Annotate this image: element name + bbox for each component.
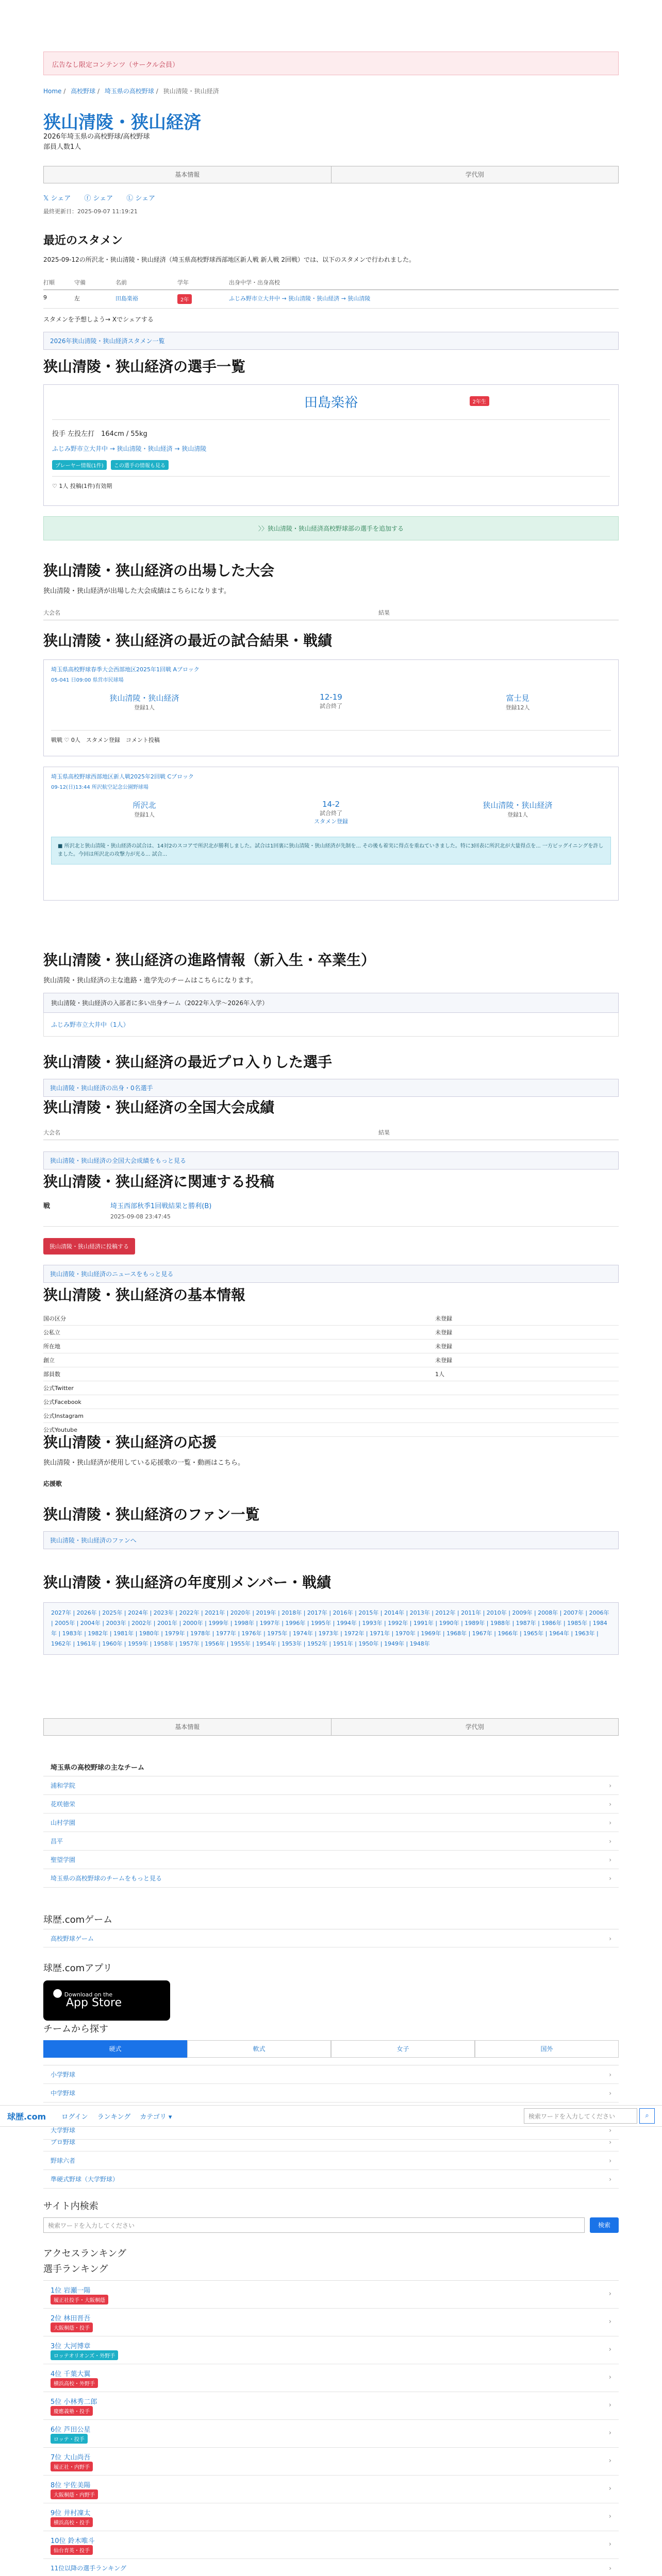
- category-link[interactable]: プロ野球 ›: [43, 2133, 619, 2151]
- player-name[interactable]: 田島楽裕: [304, 395, 358, 411]
- player-rank-row[interactable]: 10位 鈴木唯斗 仙台育英・投手 ›: [43, 2531, 619, 2559]
- player-rank-row[interactable]: 2位 林田晋吾 大阪桐蔭・投手 ›: [43, 2309, 619, 2336]
- team-search-list: [43, 2065, 619, 2140]
- tab-basic[interactable]: 基本情報: [44, 166, 331, 183]
- main-teams-list: [43, 1776, 619, 1888]
- game-heading: 球歴.comゲーム: [43, 1914, 113, 1925]
- player-tags: [52, 460, 610, 470]
- category-link[interactable]: 中学野球 ›: [43, 2084, 619, 2103]
- latest-text: 2025-09-12の所沢北・狭山清陵・狭山経済（埼玉県高校野球西部地区新人戦 新人戦 2回戦）では、以下のスタメンで行われました。: [43, 256, 416, 263]
- team-link[interactable]: 山村学園 ›: [43, 1814, 619, 1832]
- game-section: [43, 1912, 619, 1947]
- player-rank-row[interactable]: 1位 岩瀬一陽 履正社投手・大阪桐蔭 ›: [43, 2281, 619, 2309]
- basic-row: 公式Youtube: [43, 1423, 619, 1437]
- support-section: [43, 1431, 619, 1488]
- tab-soft[interactable]: 軟式: [187, 2040, 331, 2058]
- results-heading: 狭山清陵・狭山経済の最近の試合結果・戦績: [43, 632, 333, 649]
- team-search-tabs: [43, 2040, 619, 2058]
- team-link-more[interactable]: 埼玉県の高校野球のチームをもっと見る ›: [43, 1869, 619, 1888]
- line-icon: Ⓛ: [126, 195, 136, 202]
- site-search-button[interactable]: 検索: [590, 2217, 619, 2233]
- add-player-link[interactable]: 〉〉狭山清陵・狭山経済高校野球部の選手を追加する: [43, 516, 619, 540]
- heart-icon[interactable]: ♡: [52, 483, 59, 489]
- x-icon: 𝕏: [43, 195, 51, 202]
- header-search-input[interactable]: 検索ワードを入力してください: [524, 2108, 637, 2124]
- basic-row: 所在地 未登録: [43, 1340, 619, 1353]
- site-logo[interactable]: 球歴.com: [7, 2111, 46, 2122]
- player-rank-row[interactable]: 8位 宇佐美陽 大阪桐蔭・内野手 ›: [43, 2476, 619, 2503]
- site-search-heading: サイト内検索: [43, 2201, 98, 2212]
- lineup-row: 9 左 田島楽裕 2年 ふじみ野市立大井中 → 狭山清陵・狭山経済 → 狭山清陵: [43, 290, 619, 309]
- posts-more[interactable]: 狭山清陵・狭山経済のニュースをもっと見る: [43, 1265, 619, 1283]
- pro-heading: 狭山清陵・狭山経済の最近プロ入りした選手: [43, 1054, 333, 1071]
- share-facebook[interactable]: ⓕ シェア: [84, 195, 113, 202]
- years-heading: 狭山清陵・狭山経済の年度別メンバー・戦績: [43, 1574, 332, 1591]
- basic-row: 公式Facebook: [43, 1395, 619, 1409]
- player-rank-row[interactable]: 3位 大河博章 ロッテオリオンズ・外野手 ›: [43, 2336, 619, 2364]
- player-ranking-more[interactable]: 11位以降の選手ランキング ›: [43, 2559, 619, 2576]
- basic-row: 公式Twitter: [43, 1381, 619, 1395]
- team-link[interactable]: 昌平 ›: [43, 1832, 619, 1851]
- national-header: 大会名 結果: [43, 1125, 619, 1140]
- tab-generation-bottom[interactable]: 学代別: [331, 1719, 619, 1735]
- fans-heading: 狭山清陵・狭山経済のファン一覧: [43, 1506, 260, 1523]
- years-list[interactable]: 2027年 | 2026年 | 2025年 | 2024年 | 2023年 | 2022年 | 2021年 | 2020年 | 2019年 | 2018年 | 2017年 | 2016年 | 2015年 | 2014年 | 2013年 | 2012年 | 2011年 | 2010年 | 2009年 | 2008年 | 2007年 | 2006年 | 2005年 | 2004年 | 2003年 | 2002年 | 2001年 | 2000年 | 1999年 | 1998年 | 1997年 | 1996年 | 1995年 | 1994年 | 1993年 | 1992年 | 1991年 | 1990年 | 1989年 | 1988年 | 1987年 | 1986年 | 1985年 | 1984年 | 1983年 | 1982年 | 1981年 | 1980年 | 1979年 | 1978年 | 1977年 | 1976年 | 1975年 | 1974年 | 1973年 | 1972年 | 1971年 | 1970年 | 1969年 | 1968年 | 1967年 | 1966年 | 1965年 | 1964年 | 1963年 | 1962年 | 1961年 | 1960年 | 1959年 | 1958年 | 1957年 | 1956年 | 1955年 | 1954年 | 1953年 | 1952年 | 1951年 | 1950年 | 1949年 | 1948年: [43, 1602, 619, 1655]
- grade-badge: 2年生: [470, 396, 489, 406]
- site-search-section: [43, 2199, 619, 2233]
- player-rank-row[interactable]: 5位 小林秀二郎 慶應義塾・投手 ›: [43, 2392, 619, 2420]
- breadcrumb: Home / 高校野球 / 埼玉県の高校野球 / 狭山清陵・狭山経済: [43, 88, 219, 95]
- lineup-player-link[interactable]: 田島楽裕: [115, 295, 138, 302]
- game-2-summary: ■ 所沢北と狭山清陵・狭山経済の試合は、14対2のスコアで所沢北が勝利しました。試合は1回裏に狭山清陵・狭山経済が先制を... その後も着実に得点を重ねていきました。特に3回表に所沢北が大量得点を... 一方ビッグイニングを許しました。今回は所沢北の攻撃力が光る... 試合...: [51, 837, 611, 865]
- basic-heading: 狭山清陵・狭山経済の基本情報: [43, 1286, 246, 1303]
- basic-row: 創立 未登録: [43, 1353, 619, 1367]
- tab-intl[interactable]: 国外: [475, 2040, 619, 2058]
- more-categories: [43, 2133, 619, 2189]
- breadcrumb-home[interactable]: Home: [43, 88, 62, 95]
- site-search-form: [43, 2217, 619, 2233]
- game-link[interactable]: 高校野球ゲーム ›: [43, 1929, 619, 1947]
- page-title: 狭山清陵・狭山経済: [43, 112, 201, 133]
- app-section: [43, 1961, 619, 2021]
- section-tabs: [43, 166, 619, 183]
- game-card-1[interactable]: 埼玉県高校野球春季大会西部地区2025年1回戦 Aブロック 05-041 日09:00 県営市民球場 狭山清陵・狭山経済 登録1人 12-19 試合終了 富士見 登録12人 戦戦 ♡ 0人 スタメン登録 コメント投稿: [43, 659, 619, 756]
- players-heading: 狭山清陵・狭山経済の選手一覧: [43, 358, 246, 375]
- path-text: 狭山清陵・狭山経済の主な進路・進学先のチームはこちらになります。: [43, 977, 257, 985]
- tournaments-text: 狭山清陵・狭山経済が出場した大会成績はこちらになります。: [43, 587, 230, 595]
- national-heading: 狭山清陵・狭山経済の全国大会成績: [43, 1099, 275, 1116]
- breadcrumb-current: 狭山清陵・狭山経済: [163, 88, 219, 95]
- path-heading: 狭山清陵・狭山経済の進路情報（新入生・卒業生）: [43, 952, 376, 969]
- players-section: [43, 355, 619, 540]
- ranking-link[interactable]: ランキング: [97, 2113, 131, 2121]
- share-bar: [43, 193, 155, 202]
- main-teams-section: [43, 1762, 619, 1888]
- latest-heading: 最近のスタメン: [43, 234, 123, 247]
- access-ranking-section: [43, 2246, 619, 2576]
- path-team-title: 狭山清陵・狭山経済の入部者に多い出身チーム（2022年入学〜2026年入学）: [43, 993, 619, 1013]
- updated-at: 最終更新日：2025-09-07 11:19:21: [43, 208, 138, 215]
- basic-row: 公私立 未登録: [43, 1326, 619, 1340]
- support-heading: 狭山清陵・狭山経済の応援: [43, 1434, 217, 1451]
- player-rank-row[interactable]: 9位 井村凜太 横浜高校・投手 ›: [43, 2503, 619, 2531]
- tab-basic-bottom[interactable]: 基本情報: [44, 1719, 331, 1735]
- share-x[interactable]: 𝕏 シェア: [43, 195, 71, 202]
- player-rank-row[interactable]: 6位 芦田公星 ロッテ・投手 ›: [43, 2420, 619, 2448]
- tournaments-section: [43, 560, 619, 620]
- main-teams-heading: 埼玉県の高校野球の主なチーム: [51, 1764, 145, 1772]
- tournaments-heading: 狭山清陵・狭山経済の出場した大会: [43, 562, 275, 579]
- player-ranking-list: [43, 2280, 619, 2576]
- basic-section: [43, 1284, 619, 1437]
- tab-women[interactable]: 女子: [331, 2040, 475, 2058]
- support-text: 狭山清陵・狭山経済が使用している応援歌の一覧・動画はこちら。: [43, 1459, 245, 1467]
- game-1-footer[interactable]: 戦戦 ♡ 0人 スタメン登録 コメント投稿: [51, 730, 611, 744]
- premium-banner[interactable]: 広告なし限定コンテンツ（サークル会員）: [43, 52, 619, 75]
- breadcrumb-pref[interactable]: 埼玉県の高校野球: [104, 88, 154, 95]
- access-heading: アクセスランキング: [43, 2248, 126, 2259]
- player-rank-row[interactable]: 7位 大山尚吾 履正社・内野手 ›: [43, 2448, 619, 2476]
- basic-row: 部員数 1人: [43, 1367, 619, 1381]
- tournaments-header: 大会名 結果: [43, 605, 619, 620]
- apple-icon: ● Download on the: [53, 1987, 113, 1999]
- player-info: 投手 左投左打 164cm / 55kg: [52, 419, 610, 438]
- national-section: [43, 1096, 619, 1170]
- basic-row: 国の区分 未登録: [43, 1312, 619, 1326]
- page-subtitle: 2026年埼玉県の高校野球/高校野球: [43, 133, 150, 141]
- team-link[interactable]: 聖望学園 ›: [43, 1851, 619, 1869]
- support-sub: 応援歌: [43, 1480, 62, 1487]
- game-1-score: 狭山清陵・狭山経済 登録1人 12-19 試合終了 富士見 登録12人: [109, 692, 530, 711]
- latest-lineup-section: [43, 232, 619, 350]
- fans-link[interactable]: 狭山清陵・狭山経済のファンへ: [43, 1531, 619, 1549]
- basic-table: [43, 1312, 619, 1437]
- category-menu[interactable]: カテゴリ ▾: [140, 2113, 172, 2121]
- player-tag[interactable]: この選手の情報も見る: [111, 460, 169, 470]
- player-card[interactable]: [43, 384, 619, 506]
- fans-section: [43, 1503, 619, 1549]
- pro-section: [43, 1051, 619, 1097]
- login-link[interactable]: ログイン: [61, 2113, 88, 2121]
- lineup-more[interactable]: 2026年狭山清陵・狭山経済スタメン一覧: [43, 332, 619, 350]
- category-link[interactable]: 準硬式野球（大学野球） ›: [43, 2170, 619, 2189]
- section-tabs-bottom: [43, 1718, 619, 1736]
- post-item[interactable]: 戦 埼玉西部秋季1回戦結果と勝利(B) 2025-09-08 23:47:45: [43, 1200, 619, 1227]
- player-likes: ♡ 1人 投稿(1件)有効期: [52, 476, 610, 490]
- search-icon[interactable]: ⌕: [639, 2108, 655, 2124]
- years-section: [43, 1571, 619, 1655]
- site-search-input[interactable]: 検索ワードを入力してください: [43, 2217, 585, 2233]
- breadcrumb-hs[interactable]: 高校野球: [71, 88, 96, 95]
- category-link[interactable]: 小学野球 ›: [43, 2065, 619, 2084]
- app-heading: 球歴.comアプリ: [43, 1963, 112, 1974]
- team-link[interactable]: 花咲徳栄 ›: [43, 1795, 619, 1814]
- category-link[interactable]: 大学野球 ›: [43, 2121, 619, 2140]
- player-ranking-heading: 選手ランキング: [43, 2264, 108, 2275]
- tab-hard[interactable]: 硬式: [43, 2040, 187, 2058]
- game-card-2[interactable]: 埼玉県高校野球西部地区新人戦2025年2回戦 Cブロック 09-12(日)13:44 所沢航空記念公園野球場 所沢北 登録1人 14-2 試合終了 スタメン登録 狭山清陵・狭山経済 登録1人 ■ 所沢北と狭山清陵・狭山経済の試合は、14対2のスコアで所沢北が勝利しました。試合は1回裏に狭山清陵・狭山経済が先制を... その後も着実に得点を重ねていきました。特に3回表に所沢北が大量得点を... 一方ビッグイニングを許しました。今回は所沢北の攻撃力が光る... 試合...: [43, 767, 619, 901]
- team-link[interactable]: 浦和学院 ›: [43, 1776, 619, 1795]
- player-tag[interactable]: プレーヤー情報(1件): [52, 460, 107, 470]
- member-count: 部員人数1人: [43, 143, 81, 151]
- basic-row: 公式Instagram: [43, 1409, 619, 1423]
- category-link[interactable]: 野球六者 ›: [43, 2151, 619, 2170]
- sticky-header: [0, 2105, 662, 2127]
- path-section: [43, 949, 619, 1037]
- lineup-header: 打順 守備 名前 学年 出身中学・出身高校: [43, 275, 619, 290]
- share-line[interactable]: Ⓛ シェア: [126, 195, 156, 202]
- facebook-icon: ⓕ: [84, 195, 93, 202]
- results-section: [43, 630, 619, 901]
- share-lineup-link[interactable]: スタメンを予想しよう→ Xでシェアする: [43, 316, 154, 323]
- national-more[interactable]: 狭山清陵・狭山経済の全国大会成績をもっと見る: [43, 1151, 619, 1170]
- team-search-heading: チームから探す: [43, 2024, 108, 2035]
- game-2-score: 所沢北 登録1人 14-2 試合終了 スタメン登録 狭山清陵・狭山経済 登録1人: [133, 800, 553, 825]
- pro-link[interactable]: 狭山清陵・狭山経済の出身・0名選手: [43, 1079, 619, 1097]
- posts-heading: 狭山清陵・狭山経済に関連する投稿: [43, 1173, 275, 1190]
- player-path[interactable]: ふじみ野市立大井中 → 狭山清陵・狭山経済 → 狭山清陵: [52, 445, 207, 452]
- player-rank-row[interactable]: 4位 千葉大翼 横浜高校・外野手 ›: [43, 2364, 619, 2392]
- path-team[interactable]: ふじみ野市立大井中（1人）: [43, 1013, 619, 1037]
- app-store-button[interactable]: ● Download on the App Store: [43, 1980, 170, 2021]
- post-button[interactable]: 狭山清陵・狭山経済に投稿する: [43, 1238, 135, 1255]
- posts-section: [43, 1171, 619, 1283]
- tab-generation[interactable]: 学代別: [331, 166, 619, 183]
